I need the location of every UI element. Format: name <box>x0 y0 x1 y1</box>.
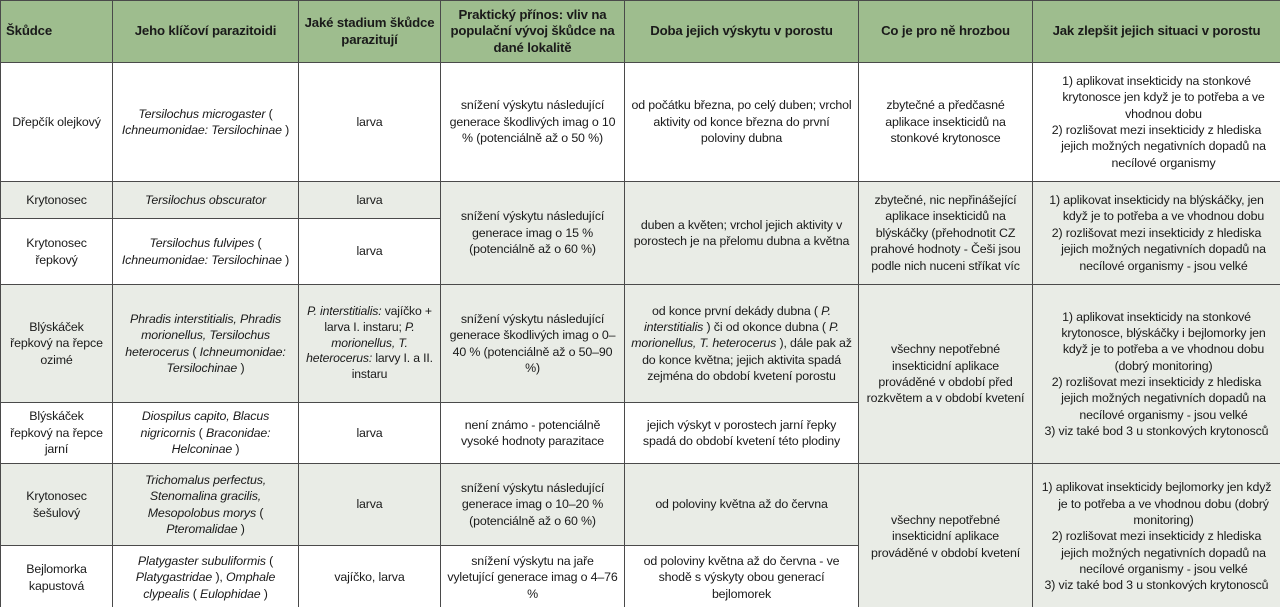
text-segment: Tersilochus microgaster <box>138 106 266 121</box>
text-segment: Eulophidae <box>199 586 261 601</box>
threat-cell: všechny nepotřebné insekticidní aplikace prováděné v období kvetení <box>859 464 1033 607</box>
improve-list-item: 2) rozlišovat mezi insekticidy z hlediska jejich možných negativních dopadů na necílové organismy <box>1051 123 1266 170</box>
improve-list-item: 1) aplikovat insekticidy na blýskáčky, jen když je to potřeba a ve vhodnou dobu <box>1049 193 1265 224</box>
text-segment: Phradis interstitialis, Phradis morionellus, Tersilochus heterocerus <box>125 311 281 359</box>
text-segment: P. interstitialis <box>644 303 831 334</box>
stage-cell: vajíčko, larva <box>299 546 441 607</box>
occurrence-cell: od poloviny května až do června - ve shodě s výskyty obou generací bejlomorek <box>625 546 859 607</box>
improve-list-item: 2) rozlišovat mezi insekticidy z hlediska jejich možných negativních dopadů na necílové organismy - jsou velké <box>1051 225 1266 273</box>
parasitoids-cell <box>113 403 299 464</box>
text-segment: Ichneumonidae: Tersilochinae <box>166 344 286 375</box>
text-segment: ( <box>268 106 273 121</box>
occurrence-cell: od poloviny května až do června <box>625 464 859 546</box>
text-segment: Pteromalidae <box>166 521 238 536</box>
threat-cell: všechny nepotřebné insekticidní aplikace prováděné v období před rozkvětem a v období kvetení <box>859 285 1033 464</box>
improve-list <box>1039 192 1274 274</box>
occurrence-cell: od počátku března, po celý duben; vrchol aktivity od konce března do první poloviny dubna <box>625 63 859 182</box>
text-segment: ) <box>263 586 268 601</box>
text-segment: Platygaster subuliformis <box>137 553 266 568</box>
improve-list <box>1039 309 1274 440</box>
benefit-cell: není známo - potenciálně vysoké hodnoty parazitace <box>441 403 625 464</box>
text-segment: Tersilochus obscurator <box>145 192 266 207</box>
text-segment: ( <box>269 553 274 568</box>
text-segment: ( <box>259 505 264 520</box>
stage-cell: larva <box>299 63 441 182</box>
improve-list <box>1039 479 1274 594</box>
threat-cell: zbytečné a předčasné aplikace insekticidů na stonkové krytonosce <box>859 63 1033 182</box>
stage-cell <box>299 285 441 403</box>
text-segment: Ichneumonidae: Tersilochinae <box>121 252 282 267</box>
pest-name: Krytonosec řepkový <box>1 219 113 285</box>
improve-list-item: 1) aplikovat insekticidy bejlomorky jen když je to potřeba a ve vhodnou dobu (dobrý monitoring) <box>1041 480 1272 527</box>
header-cell: Doba jejich výskytu v porostu <box>625 1 859 63</box>
text-segment: Tersilochus fulvipes <box>149 236 255 251</box>
pest-name: Krytonosec <box>1 182 113 219</box>
text-segment: T. heterocerus: <box>306 335 408 366</box>
header-cell: Co je pro ně hrozbou <box>859 1 1033 63</box>
table-row <box>1 464 1280 546</box>
improve-list-item: 2) rozlišovat mezi insekticidy z hlediska jejich možných negativních dopadů na necílové organismy - jsou velké <box>1051 529 1266 577</box>
occurrence-cell: duben a květen; vrchol jejich aktivity v porostech je na přelomu dubna a května <box>625 182 859 285</box>
text-segment: Braconidae: Helconinae <box>171 425 271 457</box>
text-segment: Ichneumonidae: Tersilochinae <box>121 123 282 137</box>
table-row <box>1 182 1280 219</box>
text-segment: ( <box>198 425 203 440</box>
benefit-cell: snížení výskytu následující generace škodlivých imag o 10 % (potenciálně až o 50 %) <box>441 63 625 182</box>
header-cell: Praktický přínos: vliv na populační vývoj škůdce na dané lokalitě <box>441 1 625 63</box>
text-segment: P. interstitialis: <box>307 304 382 319</box>
table-row <box>1 63 1280 182</box>
pest-name: Dřepčík olejkový <box>1 63 113 182</box>
improve-list <box>1039 73 1274 171</box>
pest-name: Blýskáček řepkový na řepce ozimé <box>1 285 113 403</box>
benefit-cell: snížení výskytu následující generace imag o 15 % (potenciálně až o 60 %) <box>441 182 625 285</box>
text-segment: Trichomalus perfectus, Stenomalina gracilis, Mesopolobus morys <box>144 472 267 520</box>
text-segment: Diospilus capito, Blacus nigricornis <box>140 409 270 440</box>
header-cell: Škůdce <box>1 1 113 63</box>
text-segment: od konce první dekády dubna ( <box>652 303 818 318</box>
parasitoids-cell <box>113 285 299 403</box>
table-row <box>1 285 1280 403</box>
header-cell: Jak zlepšit jejich situaci v porostu <box>1033 1 1280 63</box>
threat-cell: zbytečné, nic nepřinášející aplikace insekticidů na blýskáčky (přehodnotit CZ prahové hodnoty - Češi jsou podle nich nuceni stříkat víc <box>859 182 1033 285</box>
text-segment: I. instaru; <box>353 320 402 335</box>
text-segment: ) <box>240 521 245 536</box>
stage-cell: larva <box>299 182 441 219</box>
header-cell: Jeho klíčoví parazitoidi <box>113 1 299 63</box>
improve-cell <box>1033 182 1280 285</box>
text-segment: P. morionellus, <box>331 320 415 350</box>
text-segment: ( <box>257 236 262 251</box>
text-segment: ( <box>192 344 197 359</box>
text-segment: Platygastridae <box>135 570 213 585</box>
text-segment: ) <box>235 442 240 457</box>
improve-list-item: 2) rozlišovat mezi insekticidy z hlediska jejich možných negativních dopadů na necílové organismy - jsou velké <box>1051 375 1266 422</box>
text-segment: ) <box>285 252 290 267</box>
text-segment: ) <box>240 360 245 375</box>
improve-cell <box>1033 464 1280 607</box>
improve-list-item: 1) aplikovat insekticidy na stonkové krytonosce, blýskáčky i bejlomorky jen když je to potřeba a ve vhodnou dobu (dobrý monitoring) <box>1061 309 1266 373</box>
occurrence-cell <box>625 285 859 403</box>
occurrence-cell: jejich výskyt v porostech jarní řepky spadá do období kvetení této plodiny <box>625 403 859 464</box>
text-segment: ) či od okonce dubna ( <box>706 319 826 334</box>
pest-name: Bejlomorka kapustová <box>1 546 113 607</box>
text-segment: ) <box>285 123 290 137</box>
stage-cell: larva <box>299 403 441 464</box>
parasitoids-cell <box>113 546 299 607</box>
benefit-cell: snížení výskytu na jaře vyletující generace imag o 4–76 % <box>441 546 625 607</box>
parasitoids-cell <box>113 464 299 546</box>
improve-list-item: 3) viz také bod 3 u stonkových krytonosců <box>1044 424 1269 439</box>
text-segment: ), <box>215 570 223 585</box>
text-segment: ), dále pak až do konce května; jejich aktivita spadá zejména do období kvetení porostu <box>642 336 852 384</box>
pest-name: Krytonosec šešulový <box>1 464 113 546</box>
benefit-cell: snížení výskytu následující generace imag o 10–20 % (potenciálně až o 60 %) <box>441 464 625 546</box>
improve-cell <box>1033 285 1280 464</box>
parasitoids-cell <box>113 63 299 182</box>
improve-list-item: 3) viz také bod 3 u stonkových krytonosců <box>1044 578 1269 593</box>
parasitoids-cell <box>113 182 299 219</box>
text-segment: ( <box>192 586 197 601</box>
header-row <box>1 1 1280 63</box>
stage-cell: larva <box>299 464 441 546</box>
stage-cell: larva <box>299 219 441 285</box>
parasitoids-cell <box>113 219 299 285</box>
improve-cell <box>1033 63 1280 182</box>
text-segment: Omphale clypealis <box>143 570 276 601</box>
benefit-cell: snížení výskytu následující generace škodlivých imag o 0–40 % (potenciálně až o 50–90 %) <box>441 285 625 403</box>
text-segment: larvy I. a II. instaru <box>351 351 433 381</box>
text-segment: vajíčko + larva <box>324 304 432 335</box>
pest-name: Blýskáček řepkový na řepce jarní <box>1 403 113 464</box>
header-cell: Jaké stadium škůdce parazitují <box>299 1 441 63</box>
text-segment: P. morionellus, T. heterocerus <box>631 319 839 351</box>
improve-list-item: 1) aplikovat insekticidy na stonkové krytonosce jen když je to potřeba a ve vhodnou dobu <box>1062 73 1265 121</box>
